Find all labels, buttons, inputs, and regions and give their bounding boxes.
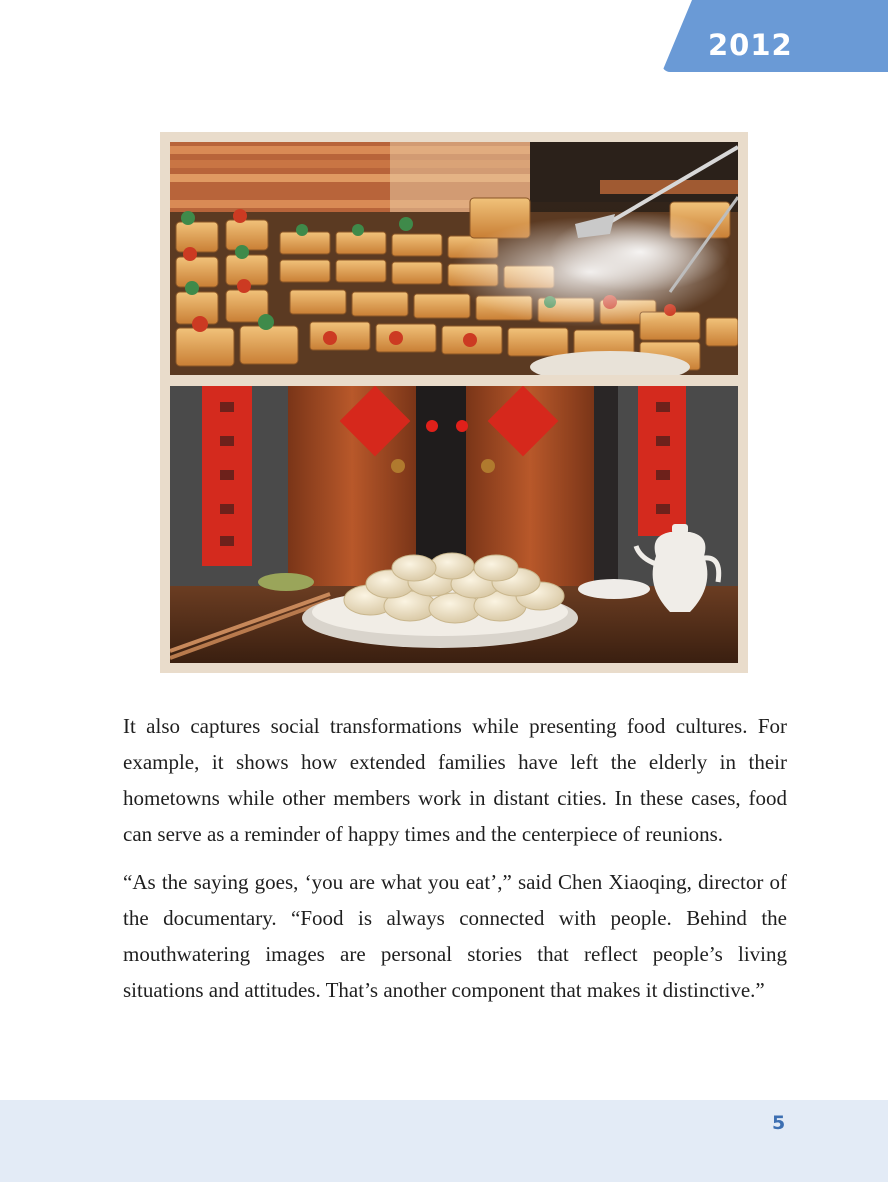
year-label: 2012 xyxy=(708,28,793,62)
footer-band xyxy=(0,1100,888,1182)
article-body xyxy=(123,708,787,1020)
street-food-photo xyxy=(170,142,738,375)
photo-frame xyxy=(160,132,748,673)
article-paragraph: It also captures social transformations while presenting food cultures. For example, it shows how extended families have left the elderly in their hometowns while other members work in distant cities. In these cases, food can serve as a reminder of happy times and the centerpiece of reunions. xyxy=(123,714,787,846)
page-number: 5 xyxy=(772,1112,786,1134)
article-paragraph: “As the saying goes, ‘you are what you eat’,” said Chen Xiaoqing, director of the documentary. “Food is always connected with people. Behind the mouthwatering images are personal stories that reflect people’s living situations and attitudes. That’s another component that makes it distinctive.” xyxy=(123,870,787,1002)
dumplings-photo xyxy=(170,386,738,663)
